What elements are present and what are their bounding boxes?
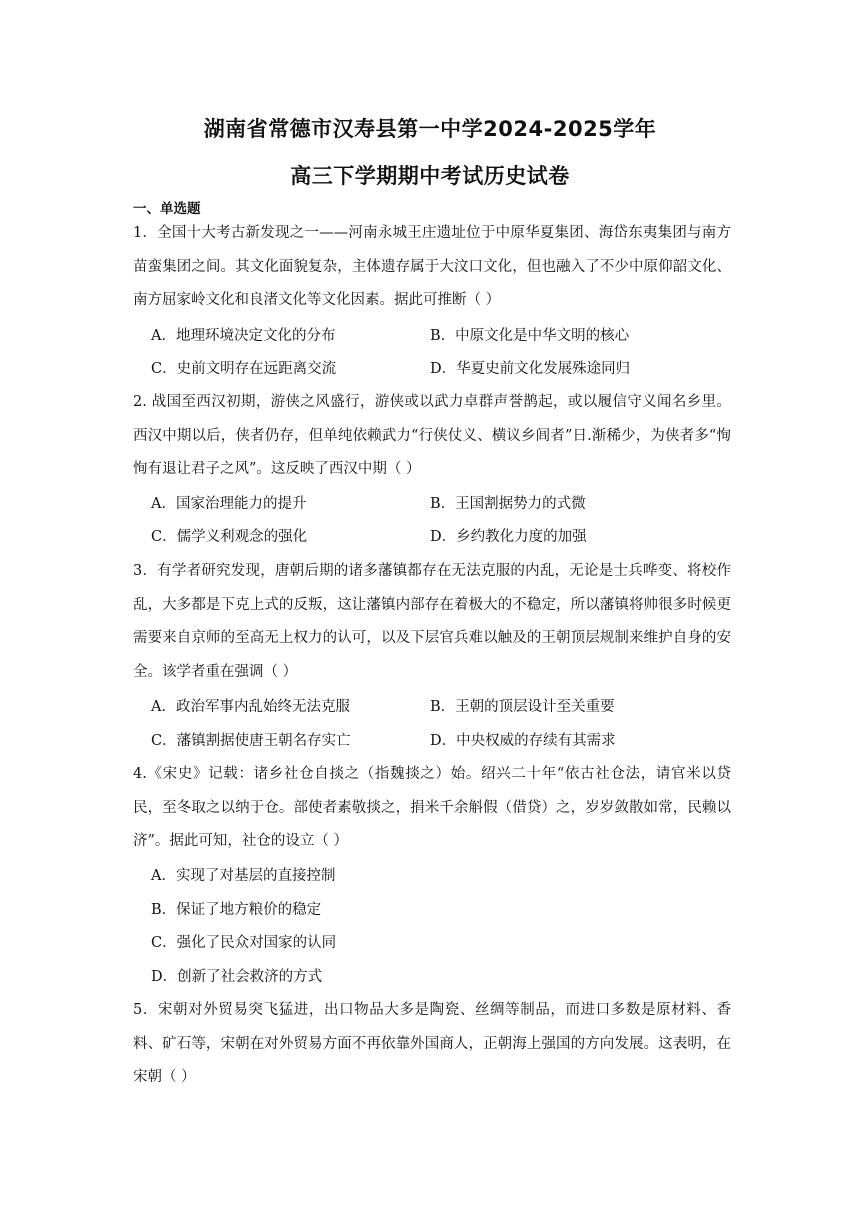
question-3-option-a: A．政治军事内乱始终无法克服 (151, 699, 350, 715)
question-4-option-d: D．创新了社会救济的方式 (151, 969, 323, 985)
question-1-stem: 1．全国十大考古新发现之一——河南永城王庄遗址位于中原华夏集团、海岱东夷集团与南方苗蛮集团之间。其文化面貌复杂，主体遗存属于大汶口文化，但也融入了不少中原仰韶文化、南方屈家岭文化和良渚文化等文化因素。据此可推断（ ） (133, 225, 731, 309)
question-1-option-d: D．华夏史前文化发展殊途同归 (430, 361, 631, 377)
question-4-stem: 4.《宋史》记载：诸乡社仓自掞之（指魏掞之）始。绍兴二十年“依古社仓法，请官米以贷民，至冬取之以纳于仓。部使者素敬掞之，捐米千余斛假（借贷）之，岁岁敛散如常，民赖以济”。据此可知，社仓的设立（ ） (133, 766, 731, 850)
section-heading: 一、单选题 (133, 201, 201, 217)
question-1-option-c: C．史前文明存在远距离交流 (151, 361, 337, 377)
question-1-option-b: B．中原文化是中华文明的核心 (430, 328, 630, 344)
question-4-option-a: A．实现了对基层的直接控制 (151, 868, 336, 884)
question-2-stem: 2. 战国至西汉初期，游侠之风盛行，游侠或以武力卓群声誉鹊起，或以履信守义闻名乡里。西汉中期以后，侠者仍存，但单纯依赖武力“行侠仗义、横议乡闾者”日.渐稀少，为侠者多“恂恂有退让君子之风”。这反映了西汉中期（ ） (133, 394, 731, 478)
question-3-option-d: D．中央权威的存续有其需求 (430, 733, 616, 749)
question-1-option-a: A．地理环境决定文化的分布 (151, 328, 336, 344)
question-3-stem: 3．有学者研究发现，唐朝后期的诸多藩镇都存在无法克服的内乱，无论是士兵哗变、将校作乱，大多都是下克上式的反叛，这让藩镇内部存在着极大的不稳定，所以藩镇将帅很多时候更需要来自京师的至高无上权力的认可，以及下层官兵难以触及的王朝顶层规制来维护自身的安全。该学者重在强调（ ） (133, 563, 731, 681)
question-2-option-c: C．儒学义利观念的强化 (151, 529, 308, 545)
page-title: 湖南省常德市汉寿县第一中学2024-2025学年 (203, 117, 657, 141)
question-5-stem: 5．宋朝对外贸易突飞猛进，出口物品大多是陶瓷、丝绸等制品，而进口多数是原材料、香料、矿石等，宋朝在对外贸易方面不再依靠外国商人，正朝海上强国的方向发展。这表明，在宋朝（ ） (133, 1002, 731, 1086)
question-2-option-d: D．乡约教化力度的加强 (430, 529, 587, 545)
question-4-option-b: B．保证了地方粮价的稳定 (151, 902, 322, 918)
page-subtitle: 高三下学期期中考试历史试卷 (290, 164, 570, 188)
question-2-option-b: B．王国割据势力的式微 (430, 496, 586, 512)
question-2-option-a: A．国家治理能力的提升 (151, 496, 307, 512)
question-3-option-c: C．藩镇割据使唐王朝名存实亡 (151, 733, 351, 749)
question-4-option-c: C．强化了民众对国家的认同 (151, 935, 337, 951)
question-3-option-b: B．王朝的顶层设计至关重要 (430, 699, 615, 715)
